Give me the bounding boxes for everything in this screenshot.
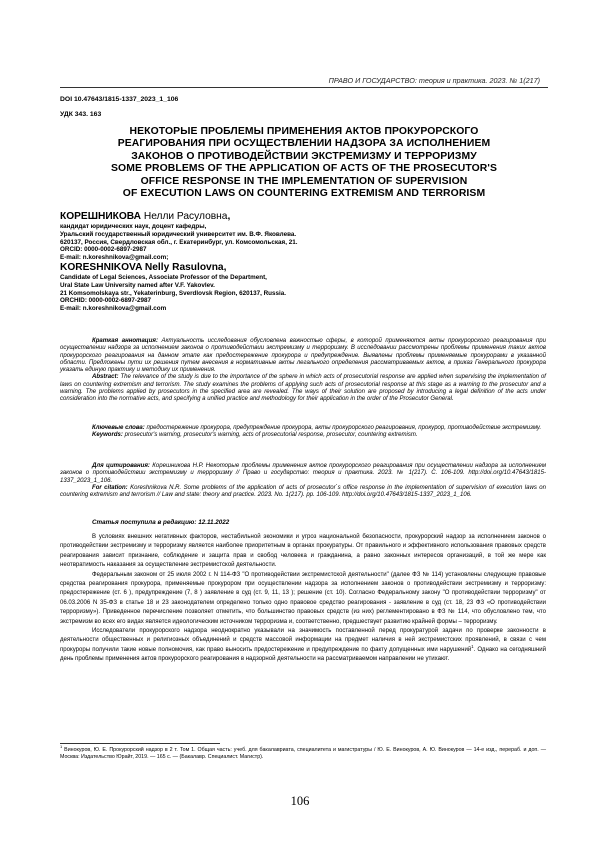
author-degree-ru: кандидат юридических наук, доцент кафедры, (60, 223, 207, 230)
body-paragraph (60, 627, 546, 665)
title-en-line: SOME PROBLEMS OF THE APPLICATION OF ACTS OF THE PROSECUTOR'S (110, 163, 497, 175)
footnote-rule (60, 743, 220, 744)
article-body (60, 533, 546, 665)
header-rule (60, 87, 548, 88)
udk-line: УДК 343. 163 (60, 111, 102, 118)
author-name-comma: , (227, 211, 231, 222)
author-email-ru: E-mail: n.koreshnikova@gmail.com; (60, 254, 169, 262)
title-en-line: OFFICE RESPONSE IN THE IMPLEMENTATION OF SUPERVISION (140, 175, 468, 187)
author-address-ru: 620137, Россия, Свердловская обл., г. Екатеринбург, ул. Комсомольская, 21. (60, 238, 298, 246)
title-ru-line: РЕАГИРОВАНИЯ ПРИ ОСУЩЕСТВЛЕНИИ НАДЗОРА ЗА ИСПОЛНЕНИЕМ (117, 138, 491, 150)
author-name-en: KORESHNIKOVA Nelly Rasulovna, (60, 261, 227, 273)
abstract-en (60, 374, 546, 403)
abstract-en-text: The relevance of the study is due to the importance of the sphere in which acts of prosecutorial response are applied when supervising the implementation of laws on countering extremism and terrorism. The study examines the problems of applying such acts of prosecutorial response at this stage as a warning to the prosecutor and a warning. The problems applied by prosecutors in the specified area are revealed. The ways of their solution are proposed by introducing a legal definition of the acts under consideration into the normative acts, and specifying a unified practice and methodology for their application in the order of the Prosecutor General. (60, 374, 546, 403)
title-ru-line: НЕКОТОРЫЕ ПРОБЛЕМЫ ПРИМЕНЕНИЯ АКТОВ ПРОКУРОРСКОГО (129, 126, 479, 137)
citation-block (60, 463, 546, 499)
footnote-text: Винокуров, Ю. Е. Прокурорский надзор в 2 т. Том 1. Общая часть: учеб. для бакалавриата, специалитета и магистратуры / Ю. Е. Винокуров, А. Ю. Винокуров — 14-е изд., перераб. и доп. — Москва: Издательство Юрайт, 2019. — 165 с. — (Бакалавр. Специалист. Магистр). (60, 747, 546, 760)
keywords-ru (60, 425, 546, 432)
keywords-ru-label: Ключевые слова: (92, 425, 145, 431)
keywords-block (60, 425, 546, 440)
author-orcid-en: ORCHID: 0000-0002-6897-2987 (60, 297, 152, 305)
title-en-line: OF EXECUTION LAWS ON COUNTERING EXTREMISM AND TERRORISM (122, 188, 486, 200)
footnote-ref[interactable]: 1 (471, 643, 474, 649)
author-given-ru: Нелли Расуловна (141, 211, 228, 222)
abstract-ru-text: Актуальность исследования обусловлена важностью сферы, в которой применяются акты прокурорского реагирования при осуществлении надзора за исполнением законов о противодействии экстремизму и терроризму. В исследовании рассмотрены проблемы применения таких актов прокурорского реагирования на данном этапе как предостережение прокурора и предупреждение. Выявлены проблемы применяемые прокурорами в указанной области. Предложены пути их решения путем внесения в нормативные акты легального определения рассматриваемых актов, в приказ Генерального прокурора указать единую практику и методику их применения. (60, 338, 546, 374)
abstract-ru-label: Краткая аннотация: (92, 338, 158, 344)
doi-line: DOI 10.47643/1815-1337_2023_1_106 (60, 96, 179, 103)
citation-en (60, 485, 546, 500)
footnote-mark: 1 (60, 744, 63, 750)
citation-ru-text: Корешникова Н.Р. Некоторые проблемы применения актов прокурорского реагирования при осуществлении надзора за исполнением законов о противодействии экстремизму и терроризму // Право и государство: теория и практика. 2023. № 1(217). С. 106-109. http://doi.org/10.47643/1815-1337_2023_1_106. (60, 463, 546, 484)
keywords-ru-text: предостережение прокурора, предупреждение прокурора, акты прокурорского реагирования, прокурор, противодействие экстремизму. (144, 425, 542, 431)
citation-en-label: For citation: (92, 484, 128, 491)
body-paragraph: В условиях внешних негативных факторов, нестабильной экономики и угроз национальной безопасности, прокурорский надзор за исполнением законов о противодействии экстремизму и терроризму является наиболее приоритетным в органах прокуратуры. От правильного и эффективного использования правовых средств реагирования зависит признание, соблюдение и защита прав и свобод человека и гражданина, а равно законных интересов организаций, в той же мере как неотвратимость наказания за осуществление экстремистской деятельности. (60, 534, 546, 569)
author-name-ru (60, 211, 540, 223)
keywords-en-label: Keywords: (92, 432, 123, 439)
author-orcid-ru: ORCID: 0000-0002-6897-2987 (60, 246, 147, 254)
author-block (60, 211, 540, 313)
abstract-block (60, 338, 546, 404)
keywords-en (60, 432, 546, 439)
citation-ru-label: Для цитирования: (92, 463, 150, 469)
author-surname-ru: КОРЕШНИКОВА (60, 211, 141, 222)
author-affiliation-en: Ural State Law University named after V.F. Yakovlev. (60, 281, 215, 289)
title-ru-line: ЗАКОНОВ О ПРОТИВОДЕЙСТВИИ ЭКСТРЕМИЗМУ И ТЕРРОРИЗМУ (131, 150, 477, 162)
abstract-ru (60, 338, 546, 374)
body-paragraph-text: Исследователи прокурорского надзора неоднократно указывали на значимость поставленной перед прокуратурой задачи по проверке законности в деятельности общественных и религиозных объединений и средств массовой информации на предмет наличия в ней экстремистских проявлений, в связи с чем прокуроры получили такие новые полномочия, как право выносить предостережение и предупреждение по факту допущенных ими нарушений (60, 628, 546, 653)
author-degree-en: Candidate of Legal Sciences, Associate Professor of the Department, (60, 273, 267, 281)
footnote (60, 744, 546, 761)
citation-en-text: Koreshnikova N.R. Some problems of the application of acts of prosecutor`s office response in the implementation of supervision of execution laws on countering extremism and terrorism // Law and state: theory and practice. 2023. No. 1(217). pp. 106-109. http://doi.org/10.47643/1815-1337_2023_1_106. (60, 484, 547, 499)
body-paragraph: Федеральным законом от 25 июля 2002 г. N 114-ФЗ "О противодействии экстремистской деятельности" (далее ФЗ № 114) установлены следующие правовые средства реагирования прокурора, применяемые прокурором при осуществлении надзора за исполнением законов о противодействии экстремизму и терроризму: предостережение (ст. 6 ), предупреждение (7, 8 ) заявление в суд (ст. 9, 11, 13 ); решение (ст. 10). Согласно Федеральному закону "О противодействии терроризму" от 06.03.2006 N 35-ФЗ в статье 18 и 23 законодателем определено только одно правовое средство реагирования - заявление в суд (ст. 18, 23 ФЗ «О противодействии терроризму»). Приведенное перечисление позволяет отметить, что большинство правовых средств (из них) реглементировано в ФЗ № 114, что обусловлено тем, что экстремизм во всех его видах является идеологическим источником терроризма и, соответственно, предшествует развитию крайней формы – терроризму. (60, 571, 546, 625)
body-paragraph-text: . Однако на сегодняшний день проблемы применения актов прокурорского реагирования в надзорной деятельности на рассматриваемом направлении не утихают. (60, 646, 546, 663)
article-title (70, 126, 538, 200)
running-head: ПРАВО И ГОСУДАРСТВО: теория и практика. 2023. № 1(217) (328, 76, 540, 85)
abstract-en-label: Abstract: (92, 374, 119, 381)
keywords-en-text: prosecutor's warning, prosecutor's warning, acts of prosecutorial response, prosecutor, countering extremism. (122, 432, 418, 439)
author-address-en: 21 Komsomolskaya str., Yekaterinburg, Sverdlovsk Region, 620137, Russia. (60, 289, 286, 297)
author-affiliation-ru: Уральский государственный юридический университет им. В.Ф. Яковлева. (60, 230, 297, 238)
author-email-en: E-mail: n.koreshnikova@gmail.com (60, 305, 167, 313)
page-number: 106 (290, 794, 310, 808)
citation-ru (60, 463, 546, 485)
received-date: Статья поступила в редакцию: 12.11.2022 (92, 519, 230, 526)
